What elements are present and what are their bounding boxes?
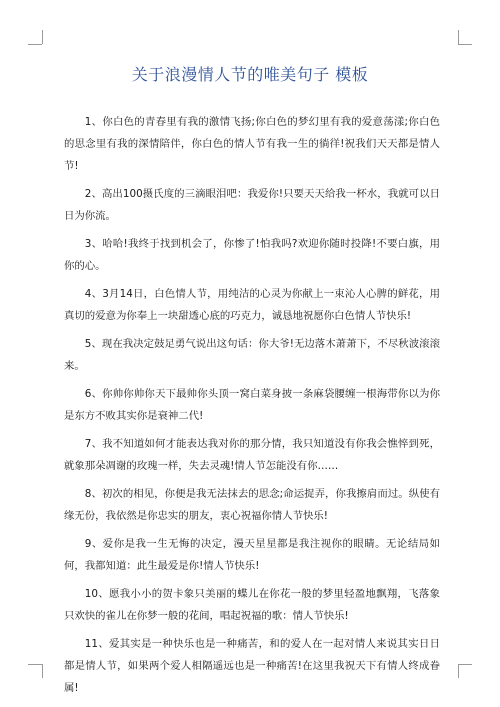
document-body [64,111,440,705]
paragraph-8: 8、初次的相见，你便是我无法抹去的思念;命运捉弄，你我擦肩而过。纵使有缘无份，我依然是你忠实的朋友，衷心祝福你情人节快乐! [64,488,440,522]
paragraph-6: 6、你帅你帅你天下最帅你头顶一窝白菜身披一条麻袋腰缠一根海带你以为你是东方不败其实你是衰神二代! [64,388,440,422]
paragraph-4: 4、3月14日，白色情人节，用纯洁的心灵为你献上一束沁人心脾的鲜花，用真切的爱意为你奉上一块甜透心底的巧克力，诚恳地祝愿你白色情人节快乐! [64,288,440,322]
paragraph-1: 1、你白色的青春里有我的激情飞扬;你白色的梦幻里有我的爱意荡漾;你白色的思念里有我的深情陪伴，你白色的情人节有我一生的徜徉!祝我们天天都是情人节! [64,116,440,172]
paragraph-3: 3、哈哈!我终于找到机会了，你惨了!怕我吗?欢迎你随时投降!不要白旗，用你的心。 [64,238,440,272]
paragraph-5: 5、现在我决定鼓足勇气说出这句话：你大爷!无边落木萧萧下，不尽秋波滚滚来。 [64,338,440,372]
document-title: 关于浪漫情人节的唯美句子 模板 [131,65,369,84]
paragraph-10: 10、愿我小小的贺卡象只美丽的蝶儿在你花一般的梦里轻盈地飘翔，飞落象只欢快的雀儿在你梦一般的花间，唱起祝福的歌：情人节快乐! [64,588,440,622]
crop-mark [28,664,42,665]
paragraph-11: 11、爱其实是一种快乐也是一种痛苦，和的爱人在一起对情人来说其实日日都是情人节，如果两个爱人相隔遥远也是一种痛苦!在这里我祝天下有情人终成眷属! [64,638,440,694]
crop-mark [458,664,472,665]
crop-mark [42,30,43,44]
crop-mark [28,44,42,45]
crop-mark [458,44,472,45]
crop-mark [458,30,459,44]
crop-mark [42,664,43,678]
paragraph-9: 9、爱你是我一生无悔的决定，漫天星星都是我注视你的眼睛。无论结局如何，我都知道：此生最爱是你!情人节快乐! [64,538,440,572]
paragraph-2: 2、高出100摄氏度的三滴眼泪吧：我爱你!只要天天给我一杯水，我就可以日日为你流。 [64,188,440,222]
crop-mark [458,664,459,678]
paragraph-7: 7、我不知道如何才能表达我对你的那分情，我只知道没有你我会憔悴到死，就象那朵凋谢的玫瑰一样，失去灵魂!情人节怎能没有你…… [64,438,440,472]
